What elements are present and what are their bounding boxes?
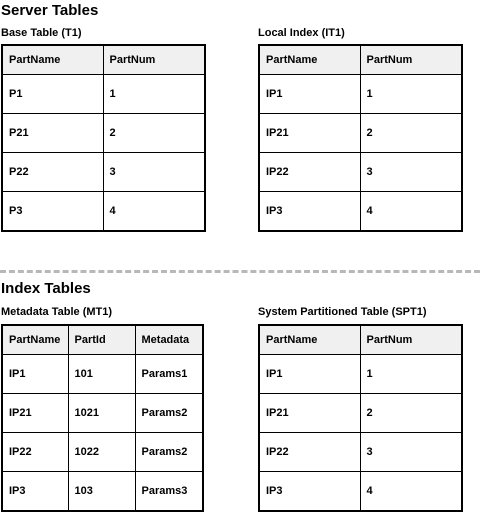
table-row [2, 394, 203, 433]
table-cell: IP21 [259, 394, 360, 433]
metadata-table [1, 324, 204, 512]
table-row [2, 114, 205, 153]
column-header: Metadata [135, 325, 203, 355]
table-cell: Params1 [135, 355, 203, 394]
partitioned-table-label: System Partitioned Table (SPT1) [258, 306, 427, 318]
table-cell: 2 [103, 114, 205, 153]
table-cell: IP21 [259, 114, 360, 153]
table-cell: IP3 [259, 472, 360, 512]
table-header-row [259, 45, 462, 75]
table-cell: 1 [103, 75, 205, 114]
table-row [2, 75, 205, 114]
table-row [259, 472, 462, 512]
column-header: PartNum [103, 45, 205, 75]
table-header-row [259, 325, 462, 355]
table-row [259, 394, 462, 433]
table-cell: IP3 [2, 472, 68, 512]
table-row [2, 153, 205, 192]
table-cell: IP21 [2, 394, 68, 433]
table-row [2, 433, 203, 472]
table-cell: P3 [2, 192, 103, 232]
table-cell: 4 [103, 192, 205, 232]
column-header: PartName [2, 325, 68, 355]
column-header: PartName [259, 325, 360, 355]
table-cell: 3 [360, 433, 462, 472]
local-index-table [258, 44, 463, 232]
column-header: PartId [68, 325, 135, 355]
index-tables-title: Index Tables [1, 280, 91, 297]
table-cell: 2 [360, 114, 462, 153]
table-cell: 3 [360, 153, 462, 192]
table-cell: IP22 [259, 433, 360, 472]
table-header-row [2, 45, 205, 75]
table-cell: 103 [68, 472, 135, 512]
table-cell: P21 [2, 114, 103, 153]
table-cell: 1022 [68, 433, 135, 472]
base-table [1, 44, 206, 232]
table-cell: IP22 [259, 153, 360, 192]
section-divider [0, 270, 480, 273]
table-cell: IP22 [2, 433, 68, 472]
column-header: PartName [2, 45, 103, 75]
column-header: PartName [259, 45, 360, 75]
metadata-table-label: Metadata Table (MT1) [1, 306, 113, 318]
table-row [259, 114, 462, 153]
table-cell: IP1 [259, 355, 360, 394]
table-cell: 1 [360, 355, 462, 394]
table-row [2, 192, 205, 232]
table-cell: Params3 [135, 472, 203, 512]
table-row [259, 153, 462, 192]
table-cell: 101 [68, 355, 135, 394]
table-cell: 3 [103, 153, 205, 192]
table-row [259, 433, 462, 472]
table-row [259, 75, 462, 114]
table-cell: IP1 [2, 355, 68, 394]
table-header-row [2, 325, 203, 355]
system-partitioned-table [258, 324, 463, 512]
column-header: PartNum [360, 325, 462, 355]
column-header: PartNum [360, 45, 462, 75]
table-cell: Params2 [135, 394, 203, 433]
server-tables-title: Server Tables [1, 2, 99, 19]
table-cell: Params2 [135, 433, 203, 472]
local-index-label: Local Index (IT1) [258, 27, 345, 39]
table-cell: IP1 [259, 75, 360, 114]
table-cell: 2 [360, 394, 462, 433]
table-cell: 4 [360, 472, 462, 512]
table-row [2, 472, 203, 512]
table-cell: P22 [2, 153, 103, 192]
table-cell: 1021 [68, 394, 135, 433]
table-cell: 4 [360, 192, 462, 232]
table-row [259, 355, 462, 394]
table-row [2, 355, 203, 394]
table-cell: P1 [2, 75, 103, 114]
base-table-label: Base Table (T1) [1, 27, 82, 39]
table-cell: IP3 [259, 192, 360, 232]
table-row [259, 192, 462, 232]
table-cell: 1 [360, 75, 462, 114]
